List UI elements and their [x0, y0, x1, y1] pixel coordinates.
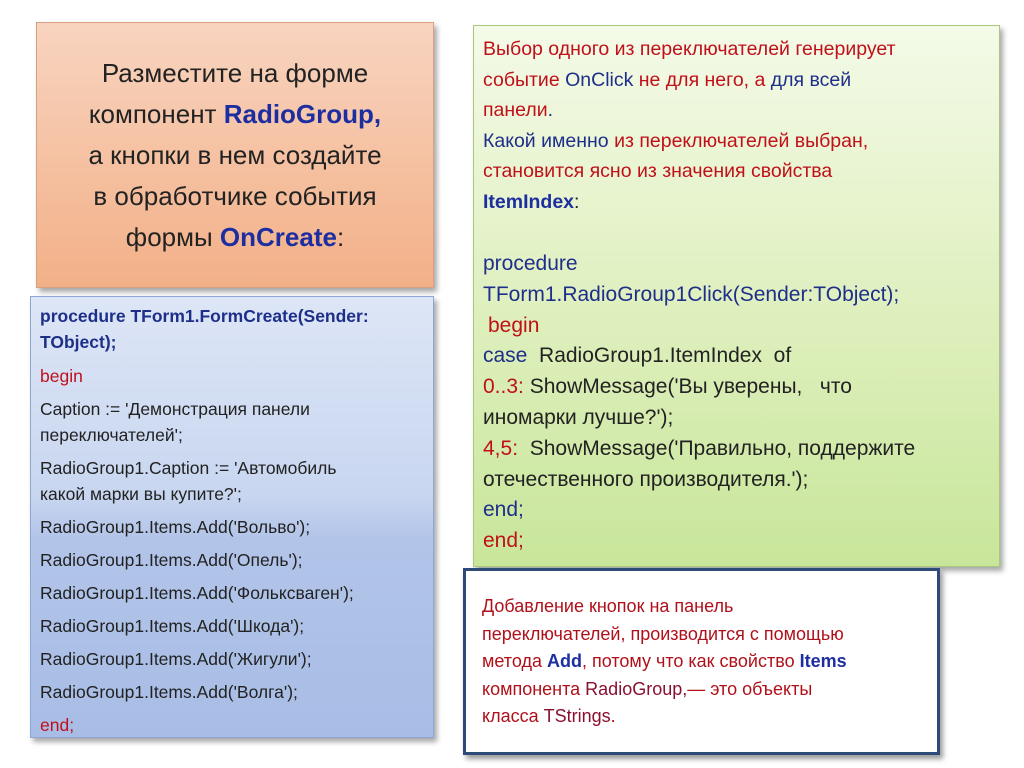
task-line-1: Разместите на форме [101, 57, 369, 88]
items-add-line: RadioGroup1.Items.Add('Волга'); [40, 682, 298, 702]
onclick-panel [473, 25, 1000, 567]
task-line-4: в обработчике события [93, 180, 377, 211]
procedure-header: procedure TForm1.FormCreate(Sender: TObject); [40, 306, 369, 352]
task-line-5: формы OnCreate: [125, 221, 345, 252]
onclick-description: Выбор одного из переключателей генерирует событие OnClick не для него, а для всей панели. Какой именно из переключателей выбран, становится ясно из значения свойства ItemIndex: [483, 38, 896, 213]
end-keyword: end; [40, 715, 75, 735]
task-line-2: компонент RadioGroup, [88, 98, 382, 129]
add-method-panel: Добавление кнопок на панель переключателей, производится с помощью метода Add, потому что как свойство Items компонента RadioGroup,— это объекты класса TStrings. [463, 568, 940, 755]
form-create-code-panel [30, 296, 434, 738]
items-add-line: RadioGroup1.Items.Add('Жигули'); [40, 649, 312, 669]
begin-keyword: begin [40, 366, 83, 386]
radiogroup-keyword: RadioGroup, [223, 98, 382, 129]
task-line-3: а кнопки в нем создайте [88, 139, 382, 170]
radiogroup-caption-statement: RadioGroup1.Caption := 'Автомобиль какой марки вы купите?'; [40, 458, 337, 504]
items-add-line: RadioGroup1.Items.Add('Опель'); [40, 550, 303, 570]
oncreate-keyword: OnCreate [219, 221, 337, 252]
items-add-line: RadioGroup1.Items.Add('Вольво'); [40, 517, 311, 537]
items-add-line: RadioGroup1.Items.Add('Фольксваген'); [40, 583, 354, 603]
items-add-line: RadioGroup1.Items.Add('Шкода'); [40, 616, 305, 636]
task-panel [36, 22, 434, 288]
onclick-code: procedure TForm1.RadioGroup1Click(Sender:TObject); begin case RadioGroup1.ItemIndex of 0..3: ShowMessage('Вы уверены, что иномарки лучше?'); 4,5: ShowMessage('Правильно, поддержите отечественного производителя.'); end; end; [483, 252, 916, 553]
caption-statement: Caption := 'Демонстрация панели переключателей'; [40, 399, 310, 445]
